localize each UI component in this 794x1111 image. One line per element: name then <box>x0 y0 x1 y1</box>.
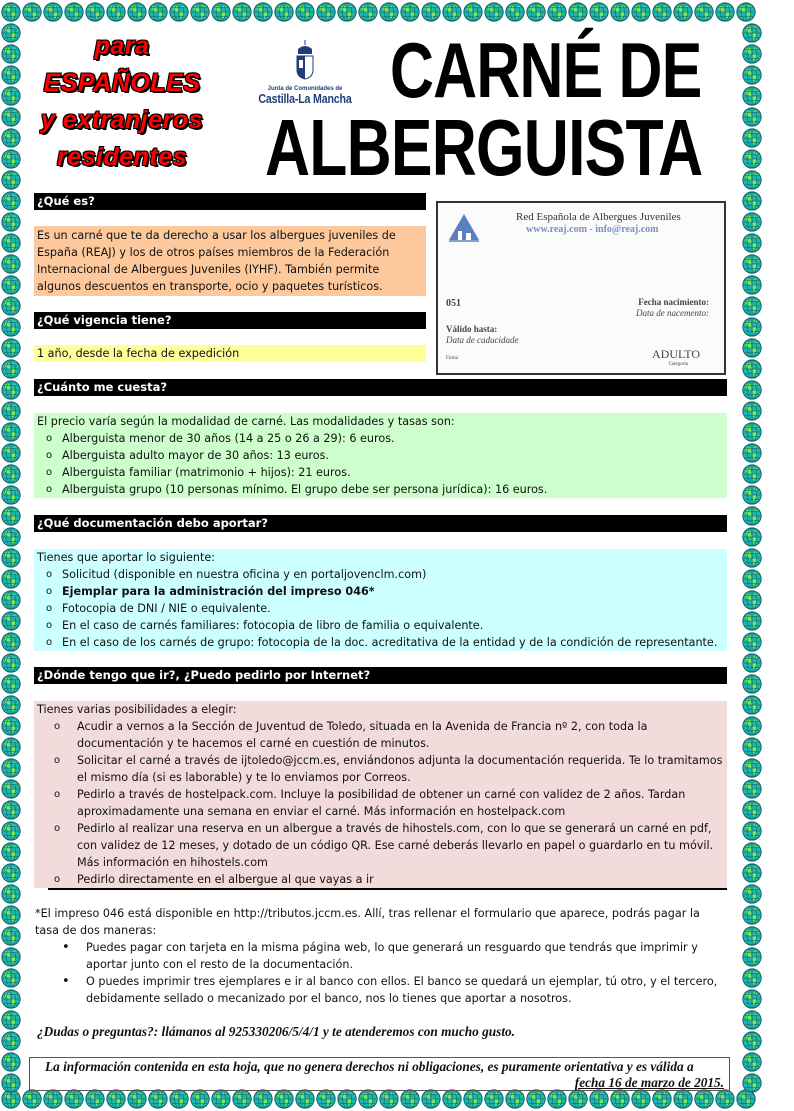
text-line: o Pedirlo a través de hostelpack.com. Incluye la posibilidad de obtener un carné con validez de 2 años. Tardan <box>77 788 686 801</box>
globe-icon <box>1 506 21 526</box>
globe-icon <box>1 611 21 631</box>
globe-icon <box>742 401 762 421</box>
section-intro: Tienes que aportar lo siguiente: <box>37 551 216 564</box>
list-item <box>37 871 727 888</box>
promo-text <box>22 28 222 176</box>
list-item <box>37 820 727 871</box>
globe-icon <box>1 842 21 862</box>
globe-icon <box>742 926 762 946</box>
globe-icon <box>742 1031 762 1051</box>
globe-icon <box>358 1089 378 1109</box>
globe-icon <box>742 884 762 904</box>
section-heading-que-es: ¿Qué es? <box>34 193 426 210</box>
text-line: o Pedirlo al realizar una reserva en un albergue a través de hihostels.com, con lo que se generará un carné en pdf, <box>77 822 712 835</box>
globe-icon <box>232 2 252 22</box>
card-number: 051 <box>446 298 461 309</box>
globe-icon <box>742 317 762 337</box>
globe-icon <box>742 800 762 820</box>
globe-icon <box>1 863 21 883</box>
payment-options-list <box>35 939 730 1007</box>
globe-icon <box>1 44 21 64</box>
globe-icon <box>1 632 21 652</box>
card-birth-label-gl: Data de nacemento: <box>636 308 709 318</box>
globe-icon <box>400 2 420 22</box>
globe-icon <box>379 2 399 22</box>
globe-icon <box>1 695 21 715</box>
disclaimer-date-wrap <box>35 1075 724 1091</box>
globe-icon <box>1 926 21 946</box>
globe-icon <box>742 632 762 652</box>
globe-icon <box>22 1089 42 1109</box>
globe-icon <box>742 23 762 43</box>
globe-icon <box>148 2 168 22</box>
globe-icon <box>274 2 294 22</box>
globe-icon <box>463 1089 483 1109</box>
globe-icon <box>1 443 21 463</box>
globe-icon <box>742 716 762 736</box>
globe-icon <box>253 1089 273 1109</box>
globe-icon <box>106 2 126 22</box>
globe-icon <box>1 2 21 22</box>
card-signature-label: Firma <box>446 356 458 361</box>
section-heading-cuesta: ¿Cuánto me cuesta? <box>34 379 727 396</box>
globe-icon <box>742 737 762 757</box>
globe-icon <box>742 947 762 967</box>
globe-icon <box>1 653 21 673</box>
section-intro: El precio varía según la modalidad de carné. Las modalidades y tasas son: <box>37 415 455 428</box>
globe-icon <box>1 338 21 358</box>
globe-icon <box>1 422 21 442</box>
documentation-list <box>37 566 727 651</box>
globe-icon <box>742 443 762 463</box>
section-heading-donde: ¿Dónde tengo que ir?, ¿Puedo pedirlo por Internet? <box>34 667 727 684</box>
promo-line: ESPAÑOLES <box>43 69 201 97</box>
page-title-line-2: ALBERGUISTA <box>265 103 703 192</box>
globe-icon <box>148 1089 168 1109</box>
globe-icon <box>742 338 762 358</box>
globe-icon <box>742 86 762 106</box>
globe-icon <box>484 2 504 22</box>
globe-icon <box>742 359 762 379</box>
globe-icon <box>484 1089 504 1109</box>
list-item-bold: Ejemplar para la administración del impreso 046* <box>62 585 375 598</box>
globe-icon <box>1 128 21 148</box>
globe-icon <box>1 485 21 505</box>
globe-icon <box>742 1010 762 1030</box>
globe-icon <box>169 2 189 22</box>
text-line: España (REAJ) y los de otros países miembros de la Federación <box>37 246 390 259</box>
section-body-que-es <box>34 226 426 296</box>
globe-icon <box>742 695 762 715</box>
globe-icon <box>1 380 21 400</box>
globe-icon <box>673 2 693 22</box>
globe-icon <box>742 611 762 631</box>
text-line: • O puedes imprimir tres ejemplares e ir al banco con ellos. El banco se quedará un ejemplar, tú otro, y el tercero, <box>86 975 718 988</box>
globe-icon <box>652 2 672 22</box>
globe-icon <box>127 1089 147 1109</box>
globe-icon <box>1 884 21 904</box>
globe-icon <box>316 1089 336 1109</box>
list-item: o Alberguista menor de 30 años (14 a 25 o 26 a 29): 6 euros. <box>37 430 727 447</box>
globe-icon <box>1 1010 21 1030</box>
globe-icon <box>742 212 762 232</box>
globe-icon <box>127 2 147 22</box>
globe-icon <box>1 527 21 547</box>
globe-icon <box>742 191 762 211</box>
globe-icon <box>742 65 762 85</box>
globe-icon <box>1 800 21 820</box>
list-item <box>37 583 727 600</box>
list-item: o Alberguista grupo (10 personas mínimo. El grupo debe ser persona jurídica): 16 euros. <box>37 481 727 498</box>
globe-icon <box>442 2 462 22</box>
globe-icon <box>211 2 231 22</box>
globe-icon <box>742 905 762 925</box>
globe-icon <box>421 1089 441 1109</box>
globe-icon <box>1 23 21 43</box>
globe-icon <box>1 359 21 379</box>
coat-of-arms-icon <box>294 40 316 80</box>
price-list <box>37 430 727 498</box>
globe-icon <box>43 1089 63 1109</box>
globe-icon <box>64 1089 84 1109</box>
text-line: tasa de dos maneras: <box>35 924 157 937</box>
globe-icon <box>85 1089 105 1109</box>
promo-line: y extranjeros <box>40 106 204 134</box>
globe-icon <box>568 2 588 22</box>
list-item <box>37 718 727 752</box>
globe-icon <box>526 1089 546 1109</box>
globe-icon <box>64 2 84 22</box>
section-body-donde <box>34 701 727 888</box>
globe-icon <box>190 2 210 22</box>
globe-icon <box>1 107 21 127</box>
globe-icon <box>742 485 762 505</box>
options-list <box>37 718 727 888</box>
globe-icon <box>631 2 651 22</box>
globe-icon <box>442 1089 462 1109</box>
globe-icon <box>1 758 21 778</box>
section-body-vigencia: 1 año, desde la fecha de expedición <box>34 345 426 362</box>
text-line: o Pedirlo directamente en el albergue al que vayas a ir <box>77 873 374 886</box>
globe-icon <box>1 1073 21 1093</box>
list-item: o Fotocopia de DNI / NIE o equivalente. <box>37 600 727 617</box>
text-line: debidamente sellado o mecanizado por el banco, nos lo tienes que aportar a nosotros. <box>86 992 572 1005</box>
text-line: documentación y te hacemos el carné en cuestión de minutos. <box>77 737 430 750</box>
globe-icon <box>421 2 441 22</box>
globe-icon <box>742 149 762 169</box>
card-category-label: Categoría <box>668 362 688 367</box>
globe-icon <box>736 2 756 22</box>
globe-icon <box>742 506 762 526</box>
globe-icon <box>379 1089 399 1109</box>
list-item: o En el caso de carnés familiares: fotocopia de libro de familia o equivalente. <box>37 617 727 634</box>
globe-icon <box>1 1052 21 1072</box>
text-line: aportar junto con el resto de la documentación. <box>86 958 354 971</box>
list-item: o Solicitud (disponible en nuestra oficina y en portaljovenclm.com) <box>37 566 727 583</box>
list-item: o Alberguista adulto mayor de 30 años: 13 euros. <box>37 447 727 464</box>
globe-icon <box>505 1089 525 1109</box>
card-org-name: Red Española de Albergues Juveniles <box>516 211 681 223</box>
globe-icon <box>742 527 762 547</box>
globe-icon <box>1 65 21 85</box>
globe-icon <box>337 1089 357 1109</box>
globe-icon <box>742 170 762 190</box>
globe-icon <box>169 1089 189 1109</box>
text-line: *El impreso 046 está disponible en http://tributos.jccm.es. Allí, tras rellenar el formulario que aparece, podrás pagar la <box>35 907 700 920</box>
card-birth-label: Fecha nacimiento: <box>638 297 709 307</box>
globe-icon <box>295 1089 315 1109</box>
globe-icon <box>742 275 762 295</box>
globe-icon <box>1 464 21 484</box>
globe-icon <box>1 716 21 736</box>
globe-icon <box>358 2 378 22</box>
globe-icon <box>1 947 21 967</box>
globe-icon <box>1 737 21 757</box>
globe-icon <box>190 1089 210 1109</box>
section-divider <box>48 888 727 890</box>
globe-icon <box>85 2 105 22</box>
section-body-documentacion <box>34 549 727 651</box>
globe-icon <box>295 2 315 22</box>
jccm-logo <box>250 40 360 106</box>
globe-icon <box>43 2 63 22</box>
globe-icon <box>742 380 762 400</box>
globe-icon <box>505 2 525 22</box>
globe-icon <box>742 989 762 1009</box>
globe-icon <box>316 2 336 22</box>
list-item: o En el caso de los carnés de grupo: fotocopia de la doc. acreditativa de la entidad y de la condición de representante. <box>37 634 727 651</box>
globe-icon <box>742 128 762 148</box>
globe-icon <box>1 989 21 1009</box>
globe-icon <box>742 107 762 127</box>
globe-icon <box>106 1089 126 1109</box>
globe-icon <box>742 464 762 484</box>
globe-icon <box>742 44 762 64</box>
text-line: con validez de 12 meses, y dotado de un código QR. Ese carné deberás llevarlo en papel o guardarlo en tu móvil. <box>77 839 714 852</box>
globe-icon <box>715 1089 735 1109</box>
list-item: o Alberguista familiar (matrimonio + hijos): 21 euros. <box>37 464 727 481</box>
text-line: Es un carné que te da derecho a usar los albergues juveniles de <box>37 229 396 242</box>
globe-icon <box>1 86 21 106</box>
globe-icon <box>1 254 21 274</box>
globe-icon <box>742 821 762 841</box>
globe-icon <box>232 1089 252 1109</box>
globe-icon <box>742 296 762 316</box>
text-line: • Puedes pagar con tarjeta en la misma página web, lo que generará un resguardo que tendrás que imprimir y <box>86 941 698 954</box>
globe-icon <box>742 968 762 988</box>
globe-icon <box>742 779 762 799</box>
card-category: ADULTO <box>651 347 700 361</box>
globe-icon <box>694 1089 714 1109</box>
text-line: Más información en hihostels.com <box>77 856 268 869</box>
globe-icon <box>1 401 21 421</box>
hostelling-logo-icon <box>448 213 480 243</box>
list-item <box>35 973 730 1007</box>
promo-line: para <box>94 32 150 60</box>
globe-icon <box>253 2 273 22</box>
globe-icon <box>1 548 21 568</box>
globe-icon <box>742 653 762 673</box>
globe-icon <box>742 842 762 862</box>
globe-icon <box>526 2 546 22</box>
section-intro: Tienes varias posibilidades a elegir: <box>37 703 237 716</box>
globe-icon <box>400 1089 420 1109</box>
globe-icon <box>742 1073 762 1093</box>
globe-icon <box>610 1089 630 1109</box>
globe-icon <box>742 233 762 253</box>
globe-icon <box>274 1089 294 1109</box>
globe-icon <box>742 758 762 778</box>
globe-icon <box>1 674 21 694</box>
carne-sample-image <box>436 201 726 375</box>
globe-icon <box>742 1052 762 1072</box>
globe-icon <box>463 2 483 22</box>
text-line: aproximadamente una semana en enviar el carné. Más información en hostelpack.com <box>77 805 566 818</box>
globe-icon <box>547 1089 567 1109</box>
card-valid-label: Válido hasta: <box>446 324 498 334</box>
list-item <box>37 786 727 820</box>
contact-info: ¿Dudas o preguntas?: llámanos al 925330206/5/4/1 y te atenderemos con mucho gusto. <box>37 1024 515 1039</box>
promo-line: residentes <box>56 143 188 171</box>
globe-icon <box>652 1089 672 1109</box>
globe-icon <box>211 1089 231 1109</box>
section-body-cuesta <box>34 413 727 498</box>
globe-icon <box>673 1089 693 1109</box>
globe-icon <box>1 1031 21 1051</box>
globe-icon <box>742 422 762 442</box>
globe-icon <box>1 968 21 988</box>
globe-icon <box>742 569 762 589</box>
disclaimer-date: fecha 16 de marzo de 2015. <box>574 1075 724 1090</box>
globe-icon <box>694 2 714 22</box>
globe-icon <box>1 590 21 610</box>
footnote-impreso-046 <box>35 905 730 1007</box>
globe-icon <box>742 254 762 274</box>
card-website: www.reaj.com - info@reaj.com <box>526 224 659 235</box>
globe-icon <box>1 779 21 799</box>
globe-icon <box>1 170 21 190</box>
globe-icon <box>589 2 609 22</box>
text-line: Internacional de Albergues Juveniles (IYHF). También permite <box>37 263 380 276</box>
globe-icon <box>742 548 762 568</box>
logo-subtitle: Junta de Comunidades de <box>267 86 343 92</box>
page-title-line-1: CARNÉ DE <box>390 26 702 114</box>
disclaimer-box <box>29 1057 730 1091</box>
globe-icon <box>1 317 21 337</box>
globe-icon <box>1 233 21 253</box>
globe-icon <box>1 569 21 589</box>
globe-icon <box>742 863 762 883</box>
text-line: o Solicitar el carné a través de ijtoledo@jccm.es, enviándonos adjunta la documentación requerida. Te lo tramitamos <box>77 754 723 767</box>
globe-icon <box>1 212 21 232</box>
globe-icon <box>547 2 567 22</box>
globe-icon <box>742 674 762 694</box>
globe-icon <box>1 905 21 925</box>
globe-icon <box>22 2 42 22</box>
globe-icon <box>1 149 21 169</box>
globe-icon <box>1 296 21 316</box>
disclaimer-line: La información contenida en esta hoja, que no genera derechos ni obligaciones, es puramente orientativa y es válida a <box>45 1059 694 1074</box>
logo-title: Castilla-La Mancha <box>258 92 352 106</box>
globe-icon <box>1 821 21 841</box>
list-item <box>37 752 727 786</box>
text-line: algunos descuentos en transporte, ocio y paquetes turísticos. <box>37 280 383 293</box>
text-line: o Acudir a vernos a la Sección de Juventud de Toledo, situada en la Avenida de Francia nº 2, con toda la <box>77 720 648 733</box>
globe-icon <box>742 590 762 610</box>
globe-icon <box>1 275 21 295</box>
globe-icon <box>1 191 21 211</box>
globe-icon <box>715 2 735 22</box>
list-item <box>35 939 730 973</box>
text-line: el mismo día (si es laborable) y te lo enviamos por Correos. <box>77 771 411 784</box>
section-heading-vigencia: ¿Qué vigencia tiene? <box>34 312 426 329</box>
globe-icon <box>337 2 357 22</box>
globe-icon <box>610 2 630 22</box>
section-heading-documentacion: ¿Qué documentación debo aportar? <box>34 515 727 532</box>
globe-icon <box>631 1089 651 1109</box>
card-valid-label-gl: Data de caducidade <box>446 335 519 345</box>
globe-icon <box>589 1089 609 1109</box>
globe-icon <box>568 1089 588 1109</box>
